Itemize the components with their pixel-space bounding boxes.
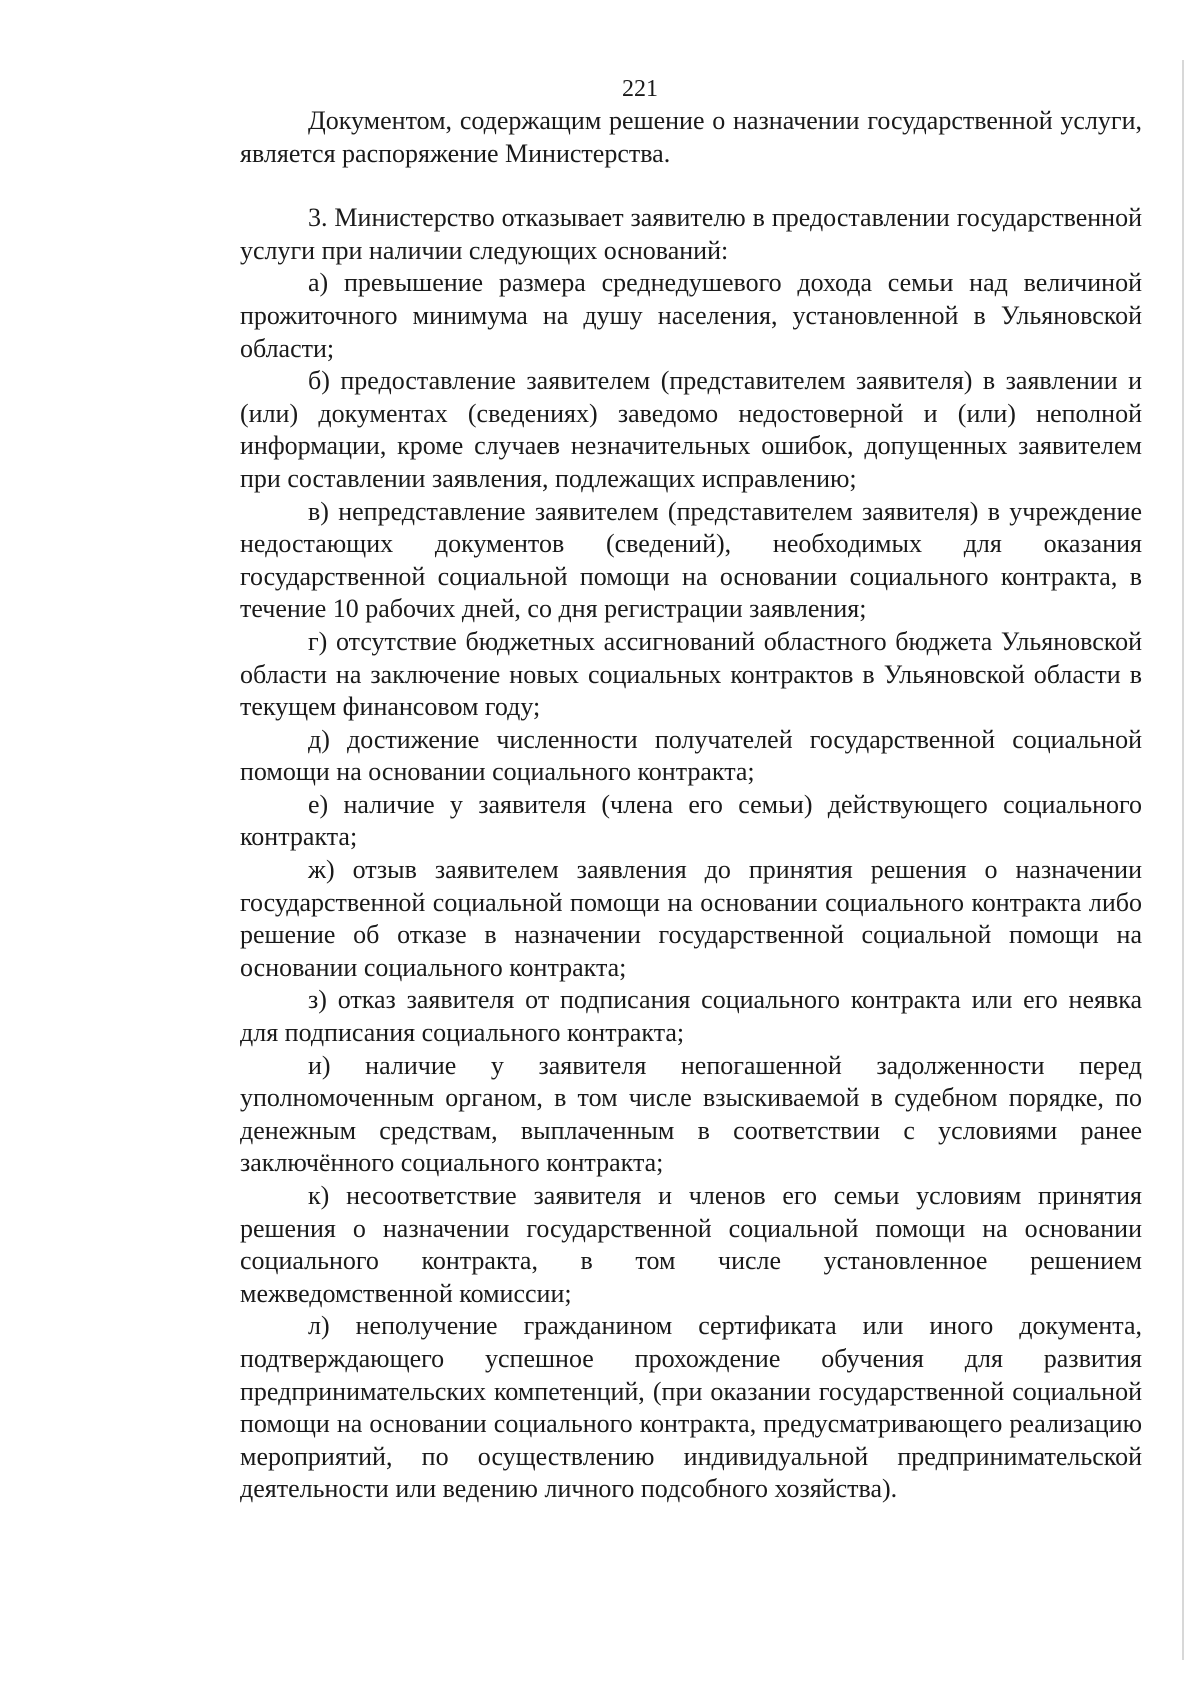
paragraph-item-v: в) непредставление заявителем (представителем заявителя) в учреждение недостающих документов (сведений), необходимых для оказания государственной социальной помощи на основании социального контракта, в течение 10 рабочих дней, со дня регистрации заявления;: [240, 496, 1142, 624]
paragraph-item-a: а) превышение размера среднедушевого дохода семьи над величиной прожиточного минимума на душу населения, установленной в Ульяновской области;: [240, 268, 1142, 363]
paragraph-decision-document: Документом, содержащим решение о назначении государственной услуги, является распоряжение Министерства.: [240, 106, 1142, 168]
paragraph-item-zh: ж) отзыв заявителем заявления до принятия решения о назначении государственной социальной помощи на основании социального контракта либо решение об отказе в назначении государственной социальной помощи на основании социального контракта;: [240, 855, 1142, 982]
paragraph-item-l: л) неполучение гражданином сертификата или иного документа, подтверждающего успешное прохождение обучения для развития предпринимательских компетенций, (при оказании государственной социальной помощи на основании социального контракта, предусматривающего реализацию мероприятий, по осуществлению индивидуальной предпринимательской деятельности или ведению личного подсобного хозяйства).: [240, 1311, 1142, 1504]
paragraph-item-b: б) предоставление заявителем (представителем заявителя) в заявлении и (или) документах (сведениях) заведомо недостоверной и (или) неполной информации, кроме случаев незначительных ошибок, допущенных заявителем при составлении заявления, подлежащих исправлению;: [240, 366, 1142, 493]
page-number: 221: [622, 76, 658, 102]
paragraph-item-d: д) достижение численности получателей государственной социальной помощи на основании социального контракта;: [240, 724, 1142, 787]
paragraph-item-e: е) наличие у заявителя (члена его семьи) действующего социального контракта;: [240, 789, 1142, 852]
paragraph-refusal-intro: 3. Министерство отказывает заявителю в предоставлении государственной услуги при наличии следующих оснований:: [240, 203, 1142, 265]
paragraph-item-z: з) отказ заявителя от подписания социального контракта или его неявка для подписания социального контракта;: [240, 985, 1142, 1048]
paragraph-item-g: г) отсутствие бюджетных ассигнований областного бюджета Ульяновской области на заключение новых социальных контрактов в Ульяновской области в текущем финансовом году;: [240, 626, 1142, 722]
page-edge-line: [1182, 60, 1184, 1660]
document-body: [240, 105, 1142, 1506]
paragraph-item-i: и) наличие у заявителя непогашенной задолженности перед уполномоченным органом, в том числе взыскиваемой в судебном порядке, по денежным средствам, выплаченным в соответствии с условиями ранее заключённого социального контракта;: [240, 1050, 1142, 1178]
paragraph-item-k: к) несоответствие заявителя и членов его семьи условиям принятия решения о назначении государственной социальной помощи на основании социального контракта, в том числе установленное решением межведомственной комиссии;: [240, 1181, 1142, 1308]
